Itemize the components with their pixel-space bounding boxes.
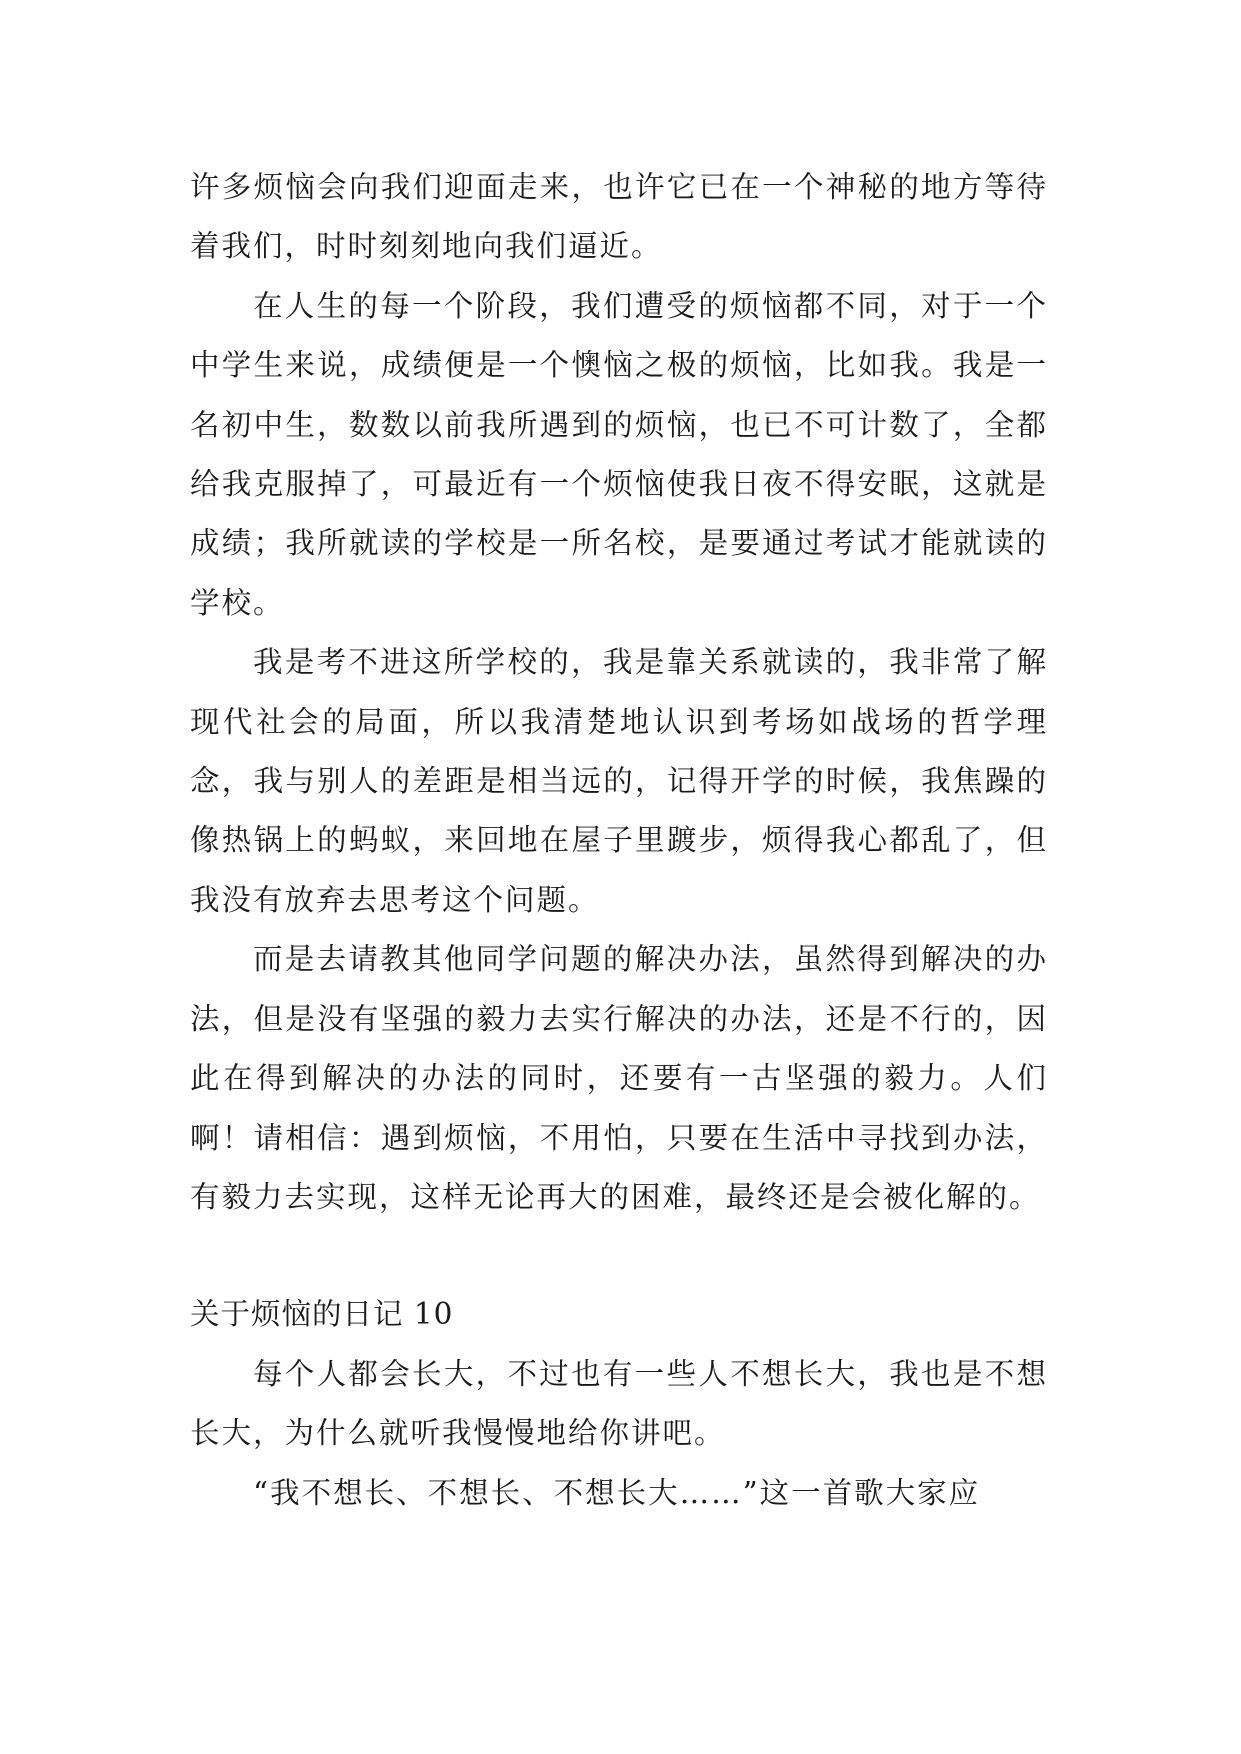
paragraph-6: “我不想长、不想长、不想长大……”这一首歌大家应 (253, 1475, 981, 1510)
paragraph-2: 在人生的每一个阶段，我们遭受的烦恼都不同，对于一个中学生来说，成绩便是一个懊恼之极的烦恼，比如我。我是一名初中生，数数以前我所遇到的烦恼，也已不可计数了，全都给我克服掉了，可最近有一个烦恼使我日夜不得安眠，这就是成绩；我所就读的学校是一所名校，是要通过考试才能就读的学校。 (190, 288, 1048, 620)
paragraph-3: 我是考不进这所学校的，我是靠关系就读的，我非常了解现代社会的局面，所以我清楚地认识到考场如战场的哲学理念，我与别人的差距是相当远的，记得开学的时候，我焦躁的像热锅上的蚂蚁，来回地在屋子里踱步，烦得我心都乱了，但我没有放弃去思考这个问题。 (190, 645, 1048, 917)
section-title: 关于烦恼的日记 10 (190, 1297, 454, 1332)
paragraph-5: 每个人都会长大，不过也有一些人不想长大，我也是不想长大，为什么就听我慢慢地给你讲吧。 (190, 1356, 1048, 1451)
paragraph-4: 而是去请教其他同学问题的解决办法，虽然得到解决的办法，但是没有坚强的毅力去实行解决的办法，还是不行的，因此在得到解决的办法的同时，还要有一古坚强的毅力。人们啊！请相信：遇到烦恼，不用怕，只要在生活中寻找到办法，有毅力去实现，这样无论再大的困难，最终还是会被化解的。 (190, 942, 1048, 1214)
paragraph-1: 许多烦恼会向我们迎面走来，也许它已在一个神秘的地方等待着我们，时时刻刻地向我们逼近。 (190, 170, 1048, 264)
document-body (190, 158, 1048, 1523)
